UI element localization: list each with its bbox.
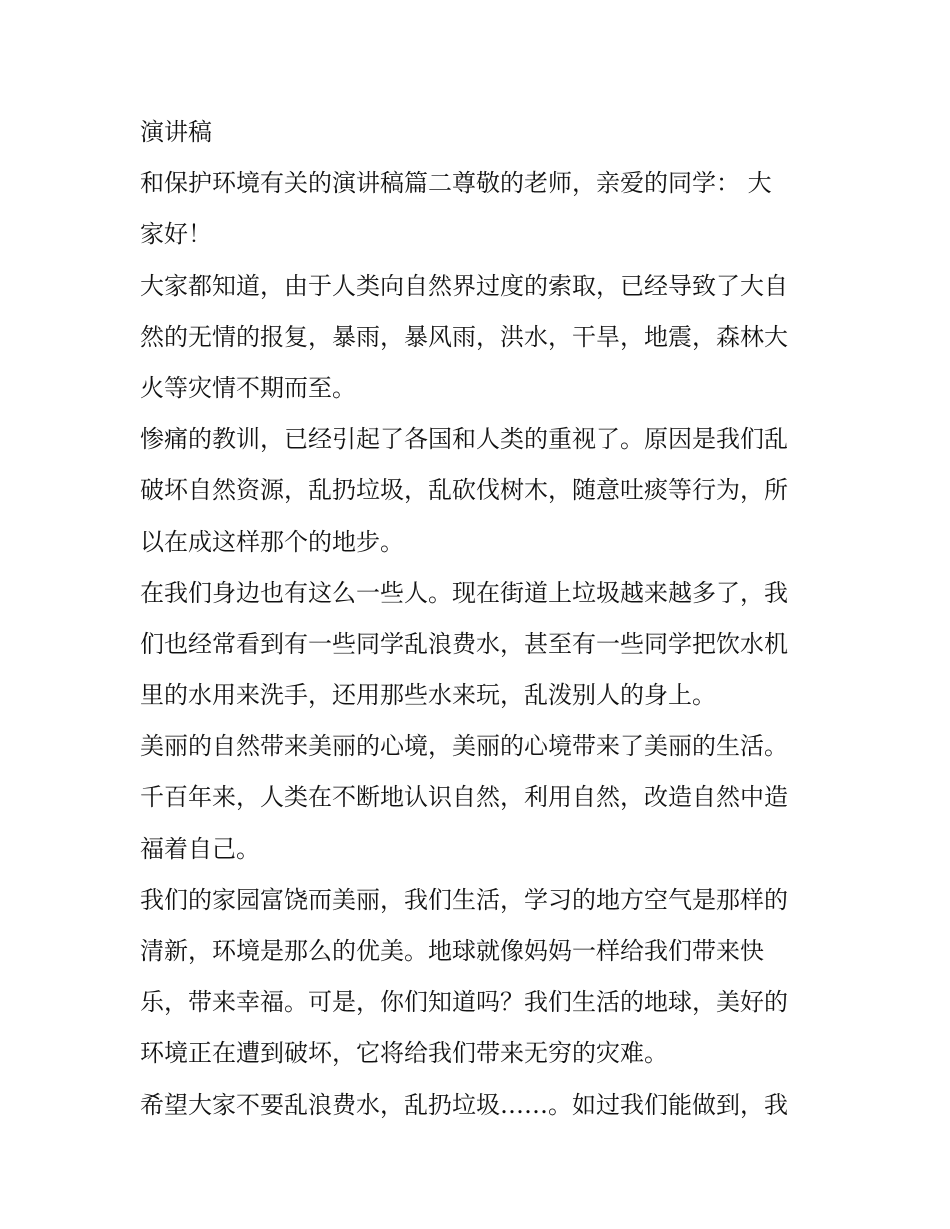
- paragraph-6: [140, 772, 812, 874]
- paragraph-1: [140, 158, 812, 260]
- paragraph-line: 环境正在遭到破坏，它将给我们带来无穷的灾难。: [140, 1039, 668, 1068]
- paragraph-line: 我们的家园富饶而美丽，我们生活，学习的地方空气是那样的: [140, 885, 788, 914]
- paragraph-line: 在我们身边也有这么一些人。现在街道上垃圾越来越多了，我: [140, 578, 788, 607]
- paragraph-line: 惨痛的教训，已经引起了各国和人类的重视了。原因是我们乱: [140, 425, 788, 454]
- paragraph-line: 破坏自然资源，乱扔垃圾，乱砍伐树木，随意吐痰等行为，所: [140, 476, 788, 505]
- paragraph-2: [140, 261, 812, 415]
- paragraph-5: [140, 721, 812, 772]
- paragraph-line: 然的无情的报复，暴雨，暴风雨，洪水，干旱，地震，森林大: [140, 322, 788, 351]
- document-body: [140, 107, 812, 1131]
- paragraph-3: [140, 414, 812, 568]
- paragraph-line: 们也经常看到有一些同学乱浪费水，甚至有一些同学把饮水机: [140, 629, 788, 658]
- paragraph-line: 乐，带来幸福。可是，你们知道吗？我们生活的地球，美好的: [140, 988, 788, 1017]
- document-title: [140, 107, 812, 158]
- paragraph-line: 火等灾情不期而至。: [140, 373, 356, 402]
- paragraph-line: 里的水用来洗手，还用那些水来玩，乱泼别人的身上。: [140, 681, 716, 710]
- paragraph-line: 以在成这样那个的地步。: [140, 527, 404, 556]
- title-line: 演讲稿: [140, 118, 212, 146]
- paragraph-line: 家好！: [140, 220, 212, 249]
- paragraph-line: 和保护环境有关的演讲稿篇二尊敬的老师，亲爱的同学： 大: [140, 169, 772, 198]
- paragraph-8: [140, 1080, 812, 1131]
- paragraph-7: [140, 875, 812, 1080]
- paragraph-line: 千百年来，人类在不断地认识自然，利用自然，改造自然中造: [140, 783, 788, 812]
- paragraph-line: 美丽的自然带来美丽的心境，美丽的心境带来了美丽的生活。: [140, 732, 788, 761]
- paragraph-line: 清新，环境是那么的优美。地球就像妈妈一样给我们带来快: [140, 937, 764, 965]
- paragraph-line: 福着自己。: [140, 834, 260, 863]
- paragraph-line: 希望大家不要乱浪费水，乱扔垃圾……。如过我们能做到，我: [140, 1090, 788, 1119]
- paragraph-4: [140, 568, 812, 722]
- paragraph-line: 大家都知道，由于人类向自然界过度的索取，已经导致了大自: [140, 271, 788, 300]
